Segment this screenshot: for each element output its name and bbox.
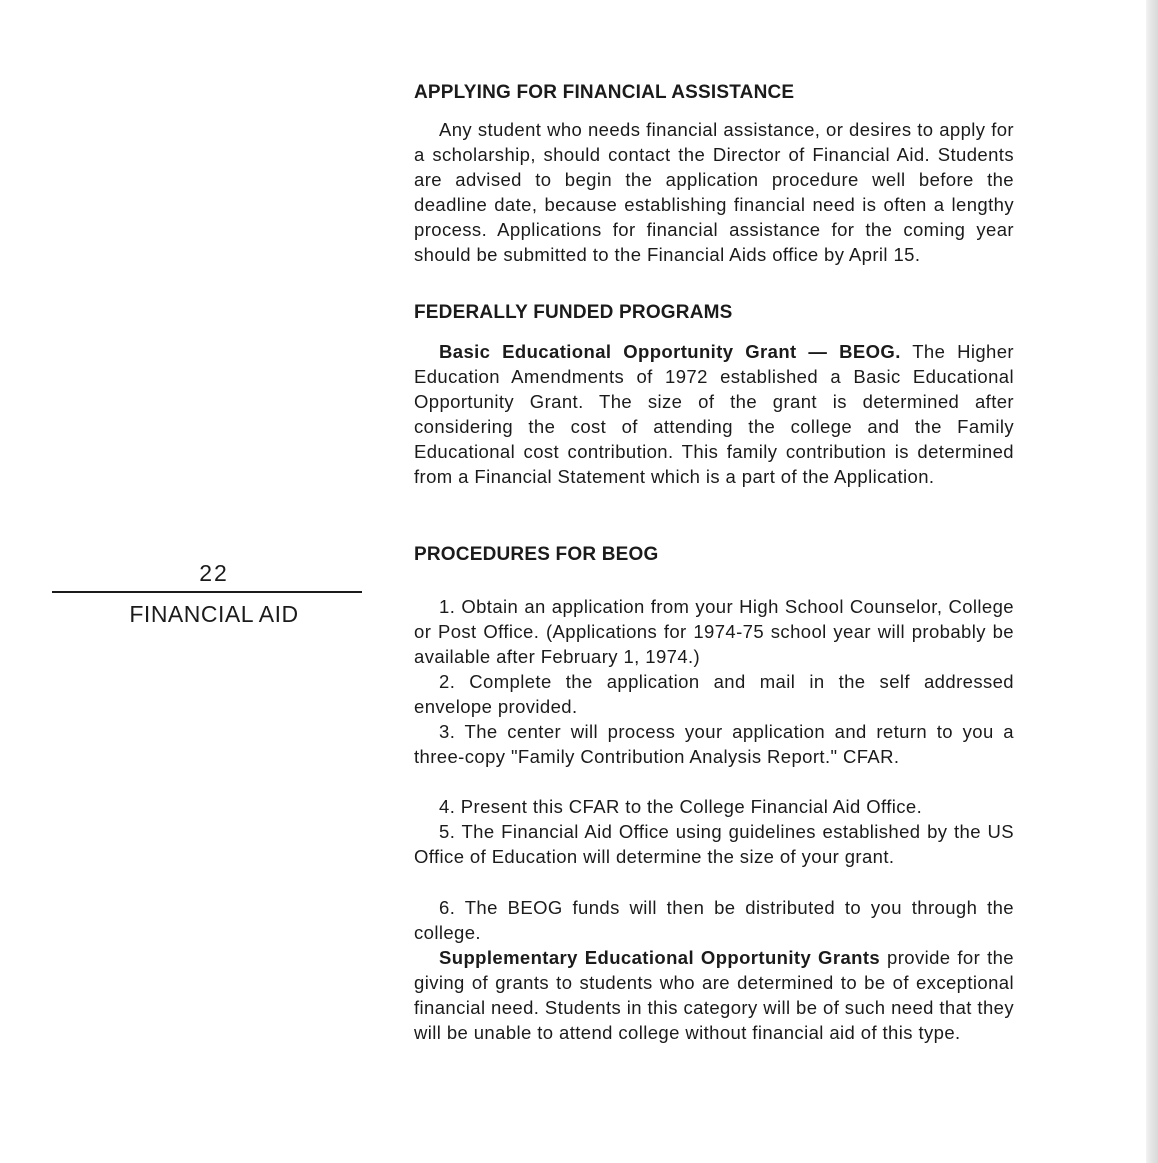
page-number: 22 xyxy=(199,560,229,586)
paragraph-applying: Any student who needs financial assistance, or desires to apply for a scholarship, should contact the Director of Financial Aid. Students are advised to begin the application procedure well before the deadline date, because establishing financial need is often a lengthy process. Applications for financial assistance for the coming year should be submitted to the Financial Aids office by April 15. xyxy=(414,119,1014,265)
paragraph-seog xyxy=(414,945,1014,1045)
seog-lead: Supplementary Educational Opportunity Grants xyxy=(439,947,881,968)
procedure-step-3: 3. The center will process your application and return to you a three-copy "Family Contribution Analysis Report." CFAR. xyxy=(414,721,1014,767)
heading-applying: APPLYING FOR FINANCIAL ASSISTANCE xyxy=(414,82,795,103)
procedure-step-6: 6. The BEOG funds will then be distributed to you through the college. xyxy=(414,897,1014,943)
procedure-step-2: 2. Complete the application and mail in the self addressed envelope provided. xyxy=(414,671,1014,717)
procedure-step-5: 5. The Financial Aid Office using guidelines established by the US Office of Education will determine the size of your grant. xyxy=(414,821,1014,867)
beog-body: The Higher Education Amendments of 1972 established a Basic Educational Opportunity Grant. The size of the grant is determined after considering the cost of attending the college and the Family Educational cost contribution. This family contribution is determined from a Financial Statement which is a part of the Application. xyxy=(414,341,1014,487)
sidebar xyxy=(52,556,362,628)
heading-procedures: PROCEDURES FOR BEOG xyxy=(414,544,659,565)
procedure-step-1: 1. Obtain an application from your High School Counselor, College or Post Office. (Applications for 1974-75 school year will probably be available after February 1, 1974.) xyxy=(414,596,1014,667)
heading-federal-programs: FEDERALLY FUNDED PROGRAMS xyxy=(414,302,733,323)
sidebar-divider xyxy=(52,591,362,593)
seog-body: provide for the giving of grants to students who are determined to be of exceptional financial need. Students in this category will be of such need that they will be unable to attend college without financial aid of this type. xyxy=(414,947,1014,1043)
beog-lead: Basic Educational Opportunity Grant — BEOG. xyxy=(439,341,901,362)
procedure-step-4: 4. Present this CFAR to the College Financial Aid Office. xyxy=(439,796,923,817)
paragraph-beog xyxy=(414,339,1014,489)
section-title: FINANCIAL AID xyxy=(129,601,299,627)
page-edge-shadow xyxy=(1146,0,1158,1163)
